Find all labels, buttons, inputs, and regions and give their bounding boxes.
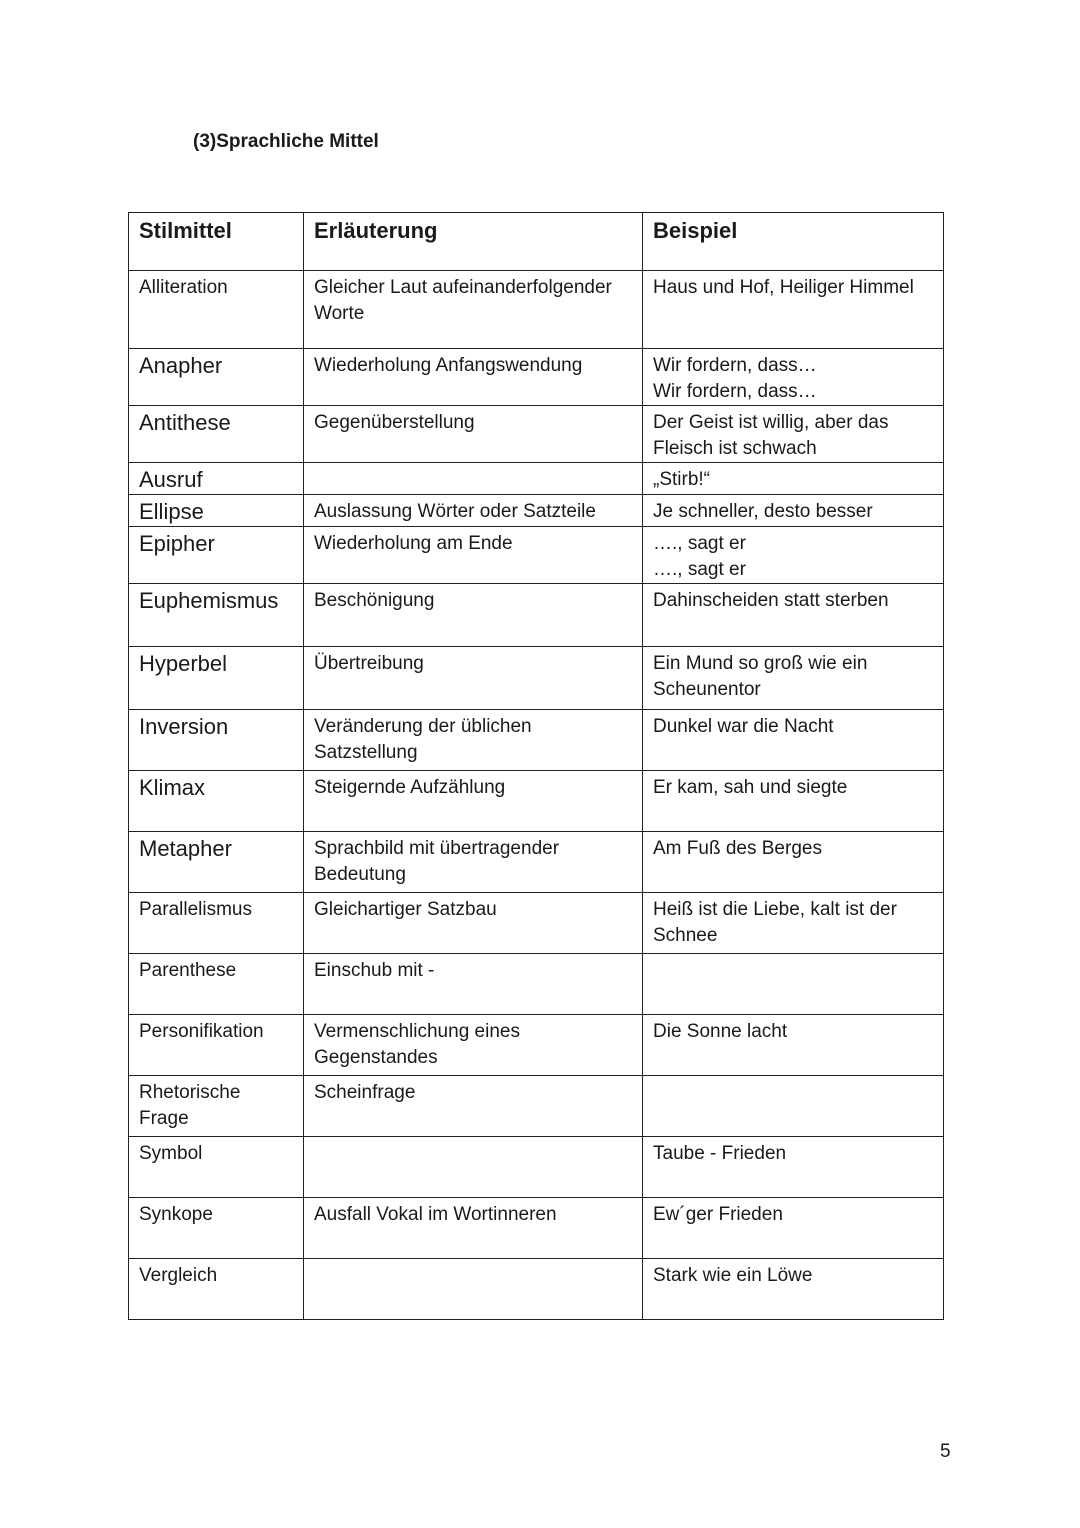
term-cell: Personifikation [129, 1015, 304, 1076]
term-cell: Symbol [129, 1137, 304, 1198]
term-cell: Epipher [129, 527, 304, 584]
example-cell: Stark wie ein Löwe [643, 1259, 944, 1320]
table-row [129, 463, 944, 495]
table-row [129, 1076, 944, 1137]
table-row [129, 495, 944, 527]
example-cell: Ew´ger Frieden [643, 1198, 944, 1259]
table-row [129, 406, 944, 463]
term-cell: Inversion [129, 710, 304, 771]
term-cell: Hyperbel [129, 647, 304, 710]
header-explanation: Erläuterung [304, 213, 643, 271]
stylistic-devices-table [128, 212, 944, 1320]
table-row [129, 1198, 944, 1259]
table-row [129, 527, 944, 584]
example-cell: Dahinscheiden statt sterben [643, 584, 944, 647]
explanation-cell: Gleicher Laut aufeinanderfolgender Worte [304, 271, 643, 349]
term-cell: Klimax [129, 771, 304, 832]
example-cell: Wir fordern, dass… Wir fordern, dass… [643, 349, 944, 406]
example-cell: „Stirb!“ [643, 463, 944, 495]
example-cell [643, 1076, 944, 1137]
explanation-cell: Wiederholung am Ende [304, 527, 643, 584]
explanation-cell: Ausfall Vokal im Wortinneren [304, 1198, 643, 1259]
table-row [129, 771, 944, 832]
explanation-cell [304, 1137, 643, 1198]
table-row [129, 647, 944, 710]
table-row [129, 584, 944, 647]
example-cell: Heiß ist die Liebe, kalt ist der Schnee [643, 893, 944, 954]
example-cell [643, 954, 944, 1015]
term-cell: Parenthese [129, 954, 304, 1015]
table-row [129, 1015, 944, 1076]
table-row [129, 954, 944, 1015]
explanation-cell: Beschönigung [304, 584, 643, 647]
table-row [129, 349, 944, 406]
term-cell: Parallelismus [129, 893, 304, 954]
explanation-cell: Steigernde Aufzählung [304, 771, 643, 832]
explanation-cell: Vermenschlichung eines Gegenstandes [304, 1015, 643, 1076]
explanation-cell: Einschub mit - [304, 954, 643, 1015]
explanation-cell: Übertreibung [304, 647, 643, 710]
table-row [129, 1259, 944, 1320]
example-cell: Am Fuß des Berges [643, 832, 944, 893]
header-term: Stilmittel [129, 213, 304, 271]
term-cell: Ausruf [129, 463, 304, 495]
example-cell: Taube - Frieden [643, 1137, 944, 1198]
header-example: Beispiel [643, 213, 944, 271]
term-cell: Ellipse [129, 495, 304, 527]
term-cell: Euphemismus [129, 584, 304, 647]
example-cell: …., sagt er …., sagt er [643, 527, 944, 584]
term-cell: Anapher [129, 349, 304, 406]
explanation-cell: Auslassung Wörter oder Satzteile [304, 495, 643, 527]
term-cell: Synkope [129, 1198, 304, 1259]
table-row [129, 1137, 944, 1198]
explanation-cell: Wiederholung Anfangswendung [304, 349, 643, 406]
explanation-cell: Gegenüberstellung [304, 406, 643, 463]
explanation-cell: Gleichartiger Satzbau [304, 893, 643, 954]
explanation-cell: Veränderung der üblichen Satzstellung [304, 710, 643, 771]
table-row [129, 271, 944, 349]
example-cell: Der Geist ist willig, aber das Fleisch ist schwach [643, 406, 944, 463]
term-cell: Vergleich [129, 1259, 304, 1320]
example-cell: Die Sonne lacht [643, 1015, 944, 1076]
table-header-row [129, 213, 944, 271]
example-cell: Dunkel war die Nacht [643, 710, 944, 771]
page-number: 5 [940, 1441, 951, 1462]
example-cell: Haus und Hof, Heiliger Himmel [643, 271, 944, 349]
term-cell: Antithese [129, 406, 304, 463]
table-row [129, 832, 944, 893]
example-cell: Ein Mund so groß wie ein Scheunentor [643, 647, 944, 710]
example-cell: Je schneller, desto besser [643, 495, 944, 527]
explanation-cell: Sprachbild mit übertragender Bedeutung [304, 832, 643, 893]
page-heading: (3)Sprachliche Mittel [193, 131, 379, 152]
explanation-cell: Scheinfrage [304, 1076, 643, 1137]
example-cell: Er kam, sah und siegte [643, 771, 944, 832]
table-row [129, 893, 944, 954]
term-cell: Rhetorische Frage [129, 1076, 304, 1137]
table-row [129, 710, 944, 771]
explanation-cell [304, 463, 643, 495]
term-cell: Metapher [129, 832, 304, 893]
term-cell: Alliteration [129, 271, 304, 349]
explanation-cell [304, 1259, 643, 1320]
